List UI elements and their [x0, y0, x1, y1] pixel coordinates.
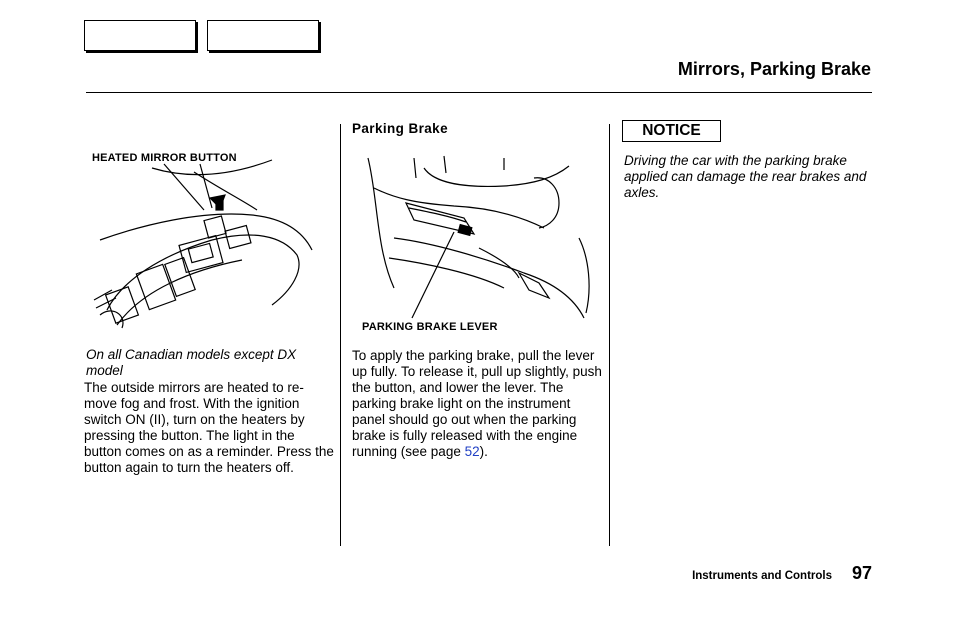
- page-52-link[interactable]: 52: [464, 444, 480, 459]
- model-caption: On all Canadian models except DX model: [86, 347, 297, 378]
- mirror-line-drawing: [82, 140, 330, 338]
- section-heading: Parking Brake: [352, 121, 448, 136]
- figure-label: PARKING BRAKE LEVER: [362, 321, 498, 333]
- nav-forward-button[interactable]: [207, 20, 319, 51]
- nav-back-button[interactable]: [84, 20, 196, 51]
- figure-label: HEATED MIRROR BUTTON: [92, 152, 237, 164]
- brake-line-drawing: [354, 148, 600, 336]
- page-title: Mirrors, Parking Brake: [677, 59, 871, 79]
- parking-brake-text: [352, 348, 606, 460]
- page-number: 97: [851, 563, 872, 583]
- column-divider: [340, 124, 341, 546]
- parking-brake-text-end: ).: [479, 444, 488, 459]
- notice-label: NOTICE: [622, 120, 721, 142]
- notice-text: Driving the car with the parking brake applied can damage the rear brakes and axles.: [624, 153, 867, 200]
- footer-section-title: Instruments and Controls: [692, 570, 832, 582]
- parking-brake-illustration: [354, 148, 600, 336]
- column-divider: [609, 124, 610, 546]
- heated-mirror-text: The outside mirrors are heated to re-move fog and frost. With the ignition switch ON (II), turn on the heaters by pressing the button. The light in the button comes on as a reminder. Press the button again to turn the heaters off.: [84, 380, 334, 475]
- parking-brake-text-main: To apply the parking brake, pull the lever up fully. To release it, pull up slightly, push the button, and lower the lever. The parking brake light on the instrument panel should go out when the parking brake is fully released with the engine running (see page: [352, 348, 602, 459]
- header-rule: [86, 92, 872, 93]
- heated-mirror-illustration: [82, 140, 330, 338]
